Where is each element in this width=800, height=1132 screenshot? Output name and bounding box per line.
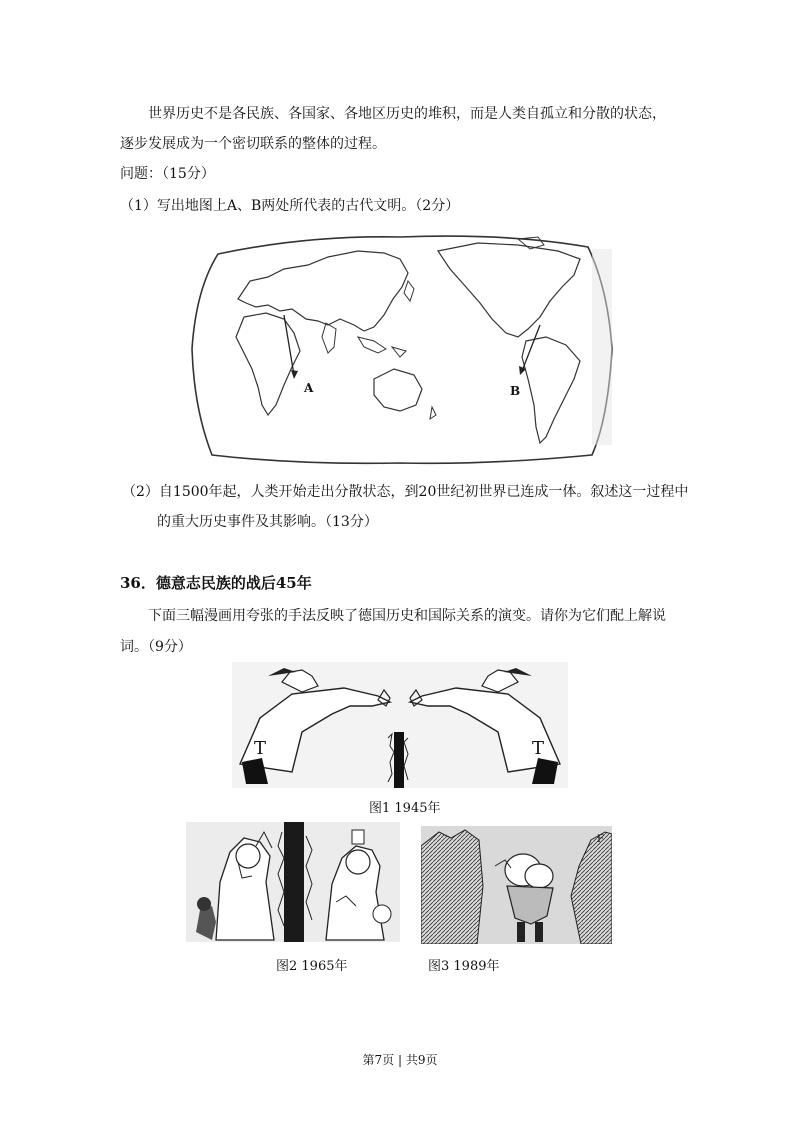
intro-line-1: 世界历史不是各民族、各国家、各地区历史的堆积，而是人类自孤立和分散的状态， bbox=[148, 106, 666, 122]
world-map bbox=[188, 229, 614, 466]
figure-1-caption: 图1 1945年 bbox=[369, 801, 441, 816]
cartoon-1945 bbox=[232, 662, 568, 788]
svg-text:F: F bbox=[597, 834, 604, 845]
svg-text:T: T bbox=[254, 738, 267, 759]
page-footer: 第7页 | 共9页 bbox=[362, 1053, 438, 1067]
question-1: （1）写出地图上A、B两处所代表的古代文明。（2分） bbox=[120, 198, 460, 214]
map-label-a: A bbox=[304, 381, 314, 395]
map-label-b: B bbox=[510, 384, 521, 398]
intro-line-2: 逐步发展成为一个密切联系的整体的过程。 bbox=[120, 136, 386, 152]
cartoon-1989 bbox=[421, 826, 612, 944]
world-map-figure bbox=[188, 229, 614, 466]
cartoon-1965 bbox=[186, 822, 400, 942]
section-36-title: 36．德意志民族的战后45年 bbox=[120, 574, 312, 592]
svg-text:T: T bbox=[532, 738, 545, 759]
question-2-line-1: （2）自1500年起，人类开始走出分散状态，到20世纪初世界已连成一体。叙述这一过程中 bbox=[122, 484, 689, 500]
figure-2-caption: 图2 1965年 bbox=[276, 959, 348, 974]
cartoon-figure-1 bbox=[232, 662, 568, 788]
question-label: 问题：（15分） bbox=[120, 166, 215, 182]
cartoon-figure-3 bbox=[421, 826, 612, 944]
section-36-desc-line-2: 词。（9分） bbox=[120, 639, 192, 655]
section-36-desc-line-1: 下面三幅漫画用夸张的手法反映了德国历史和国际关系的演变。请你为它们配上解说 bbox=[148, 608, 666, 624]
figure-3-caption: 图3 1989年 bbox=[428, 959, 500, 974]
question-2-line-2: 的重大历史事件及其影响。（13分） bbox=[157, 514, 378, 530]
cartoon-figure-2 bbox=[186, 822, 400, 942]
